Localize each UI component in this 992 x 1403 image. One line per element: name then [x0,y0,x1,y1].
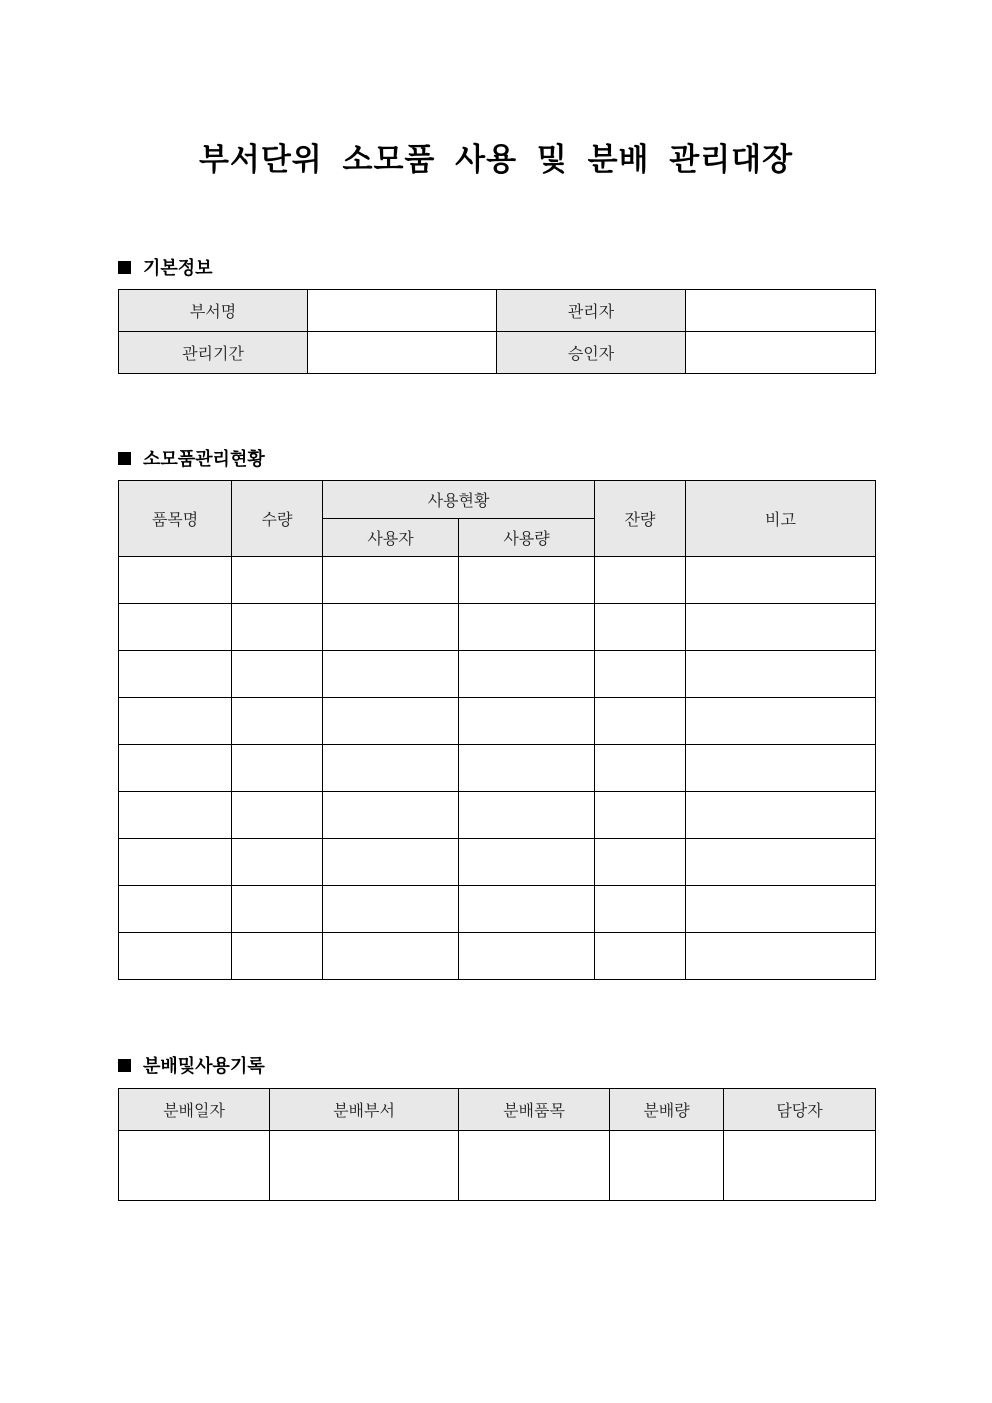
table-cell[interactable] [232,651,323,698]
table-cell[interactable] [686,651,876,698]
table-cell[interactable] [595,839,686,886]
table-cell[interactable] [323,886,459,933]
table-cell[interactable] [323,933,459,980]
quantity-header: 수량 [232,481,323,557]
table-cell[interactable] [232,745,323,792]
table-cell[interactable] [232,792,323,839]
table-row [119,792,876,839]
usage-status-header: 사용현황 [323,481,595,519]
table-cell[interactable] [459,792,595,839]
amount-used-header: 사용량 [459,519,595,557]
distribution-person-header: 담당자 [724,1089,876,1131]
table-cell[interactable] [595,698,686,745]
table-cell[interactable] [119,698,232,745]
table-row [119,651,876,698]
distribution-date-header: 분배일자 [119,1089,270,1131]
manager-label: 관리자 [497,290,686,332]
approver-value-cell[interactable] [686,332,876,374]
distribution-log-table [118,1088,876,1201]
table-row [119,604,876,651]
table-cell[interactable] [323,792,459,839]
table-cell[interactable] [232,604,323,651]
table-cell[interactable] [459,839,595,886]
approver-label: 승인자 [497,332,686,374]
table-row [119,1131,876,1201]
period-value-cell[interactable] [308,332,497,374]
department-label: 부서명 [119,290,308,332]
table-cell[interactable] [323,839,459,886]
supply-status-table [118,480,876,980]
section-distribution-log-heading [118,1052,265,1078]
table-cell[interactable] [595,792,686,839]
table-cell[interactable] [595,933,686,980]
table-cell[interactable] [119,745,232,792]
table-cell[interactable] [232,839,323,886]
table-cell[interactable] [323,604,459,651]
table-cell[interactable] [459,745,595,792]
supply-header-row [119,481,876,519]
table-cell[interactable] [686,604,876,651]
table-cell[interactable] [610,1131,724,1201]
square-bullet-icon [118,452,131,465]
table-cell[interactable] [595,604,686,651]
table-cell[interactable] [323,745,459,792]
table-cell[interactable] [686,745,876,792]
table-cell[interactable] [232,886,323,933]
table-cell[interactable] [232,557,323,604]
table-cell[interactable] [119,886,232,933]
table-cell[interactable] [119,557,232,604]
section-supply-status-label: 소모품관리현황 [143,449,265,470]
table-row [119,698,876,745]
square-bullet-icon [118,1059,131,1072]
table-cell[interactable] [119,933,232,980]
table-cell[interactable] [595,886,686,933]
table-cell[interactable] [459,604,595,651]
table-cell[interactable] [459,933,595,980]
note-header: 비고 [686,481,876,557]
distribution-item-header: 분배품목 [459,1089,610,1131]
item-name-header: 품목명 [119,481,232,557]
table-cell[interactable] [686,698,876,745]
table-cell[interactable] [595,651,686,698]
table-cell[interactable] [686,792,876,839]
user-header: 사용자 [323,519,459,557]
table-cell[interactable] [686,557,876,604]
table-cell[interactable] [323,651,459,698]
basic-info-row [119,290,876,332]
table-row [119,933,876,980]
section-basic-info-heading [118,254,213,280]
table-cell[interactable] [459,651,595,698]
supply-table-body [119,557,876,980]
remaining-header: 잔량 [595,481,686,557]
manager-value-cell[interactable] [686,290,876,332]
document-title: 부서단위 소모품 사용 및 분배 관리대장 [198,142,794,178]
table-row [119,557,876,604]
distribution-table-body [119,1131,876,1201]
period-label: 관리기간 [119,332,308,374]
table-cell[interactable] [686,933,876,980]
table-cell[interactable] [686,886,876,933]
distribution-amount-header: 분배량 [610,1089,724,1131]
section-distribution-log-label: 분배및사용기록 [143,1056,265,1077]
table-cell[interactable] [686,839,876,886]
table-cell[interactable] [323,557,459,604]
table-cell[interactable] [119,1131,270,1201]
table-row [119,839,876,886]
department-value-cell[interactable] [308,290,497,332]
table-cell[interactable] [119,839,232,886]
table-cell[interactable] [459,557,595,604]
table-cell[interactable] [459,698,595,745]
table-cell[interactable] [595,557,686,604]
table-cell[interactable] [119,651,232,698]
table-cell[interactable] [119,792,232,839]
square-bullet-icon [118,261,131,274]
table-row [119,886,876,933]
distribution-department-header: 분배부서 [270,1089,459,1131]
table-cell[interactable] [459,1131,610,1201]
table-cell[interactable] [724,1131,876,1201]
section-basic-info-label: 기본정보 [143,258,213,279]
table-cell[interactable] [323,698,459,745]
table-cell[interactable] [232,698,323,745]
section-supply-status-heading [118,445,265,471]
table-cell[interactable] [232,933,323,980]
table-cell[interactable] [595,745,686,792]
distribution-header-row [119,1089,876,1131]
table-cell[interactable] [270,1131,459,1201]
table-cell[interactable] [119,604,232,651]
table-row [119,745,876,792]
basic-info-table [118,289,876,374]
table-cell[interactable] [459,886,595,933]
basic-info-row [119,332,876,374]
